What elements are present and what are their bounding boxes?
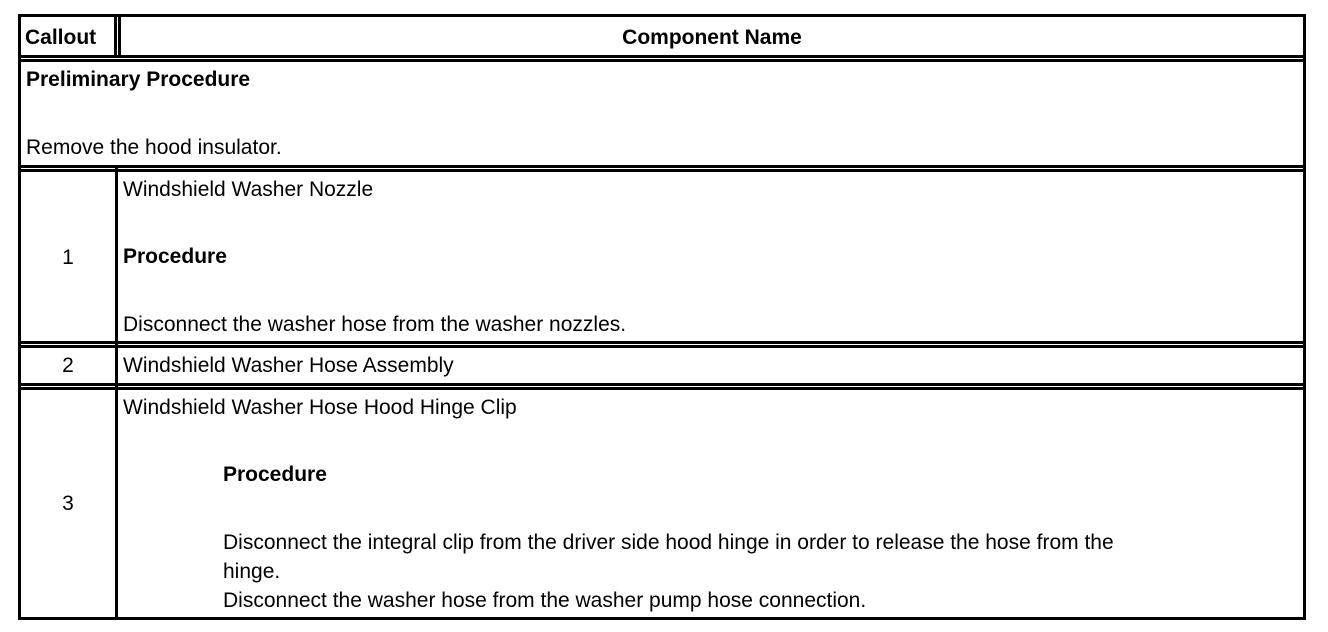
preliminary-divider (21, 165, 1303, 168)
header-divider-double (21, 59, 1303, 62)
row3-step-2: Disconnect the washer hose from the washer pump hose connection. (223, 589, 867, 612)
row3-step-1-continued: hinge. (223, 560, 281, 583)
row2-divider-double (21, 387, 1303, 390)
row2-divider (21, 383, 1303, 386)
preliminary-text: Remove the hood insulator. (26, 136, 282, 159)
preliminary-divider-double (21, 169, 1303, 172)
row1-divider-double (21, 345, 1303, 348)
preliminary-heading: Preliminary Procedure (26, 68, 251, 91)
row1-step: Disconnect the washer hose from the washer nozzles. (123, 313, 627, 336)
component-table (18, 14, 1306, 620)
row1-divider (21, 341, 1303, 344)
header-divider (21, 55, 1303, 58)
row1-procedure-heading: Procedure (123, 245, 227, 268)
row3-component: Windshield Washer Hose Hood Hinge Clip (123, 396, 517, 419)
row1-component: Windshield Washer Nozzle (123, 178, 374, 201)
header-callout: Callout (25, 26, 97, 49)
row3-step-1: Disconnect the integral clip from the driver side hood hinge in order to release the hose from the (223, 531, 1114, 554)
row2-callout: 2 (62, 354, 74, 377)
row1-callout: 1 (62, 246, 74, 269)
row3-callout: 3 (62, 492, 74, 515)
callout-column-divider (115, 168, 118, 620)
row3-procedure-heading: Procedure (223, 463, 327, 486)
header-component-name: Component Name (622, 26, 802, 49)
row2-component: Windshield Washer Hose Assembly (123, 354, 454, 377)
header-column-divider (114, 17, 117, 58)
